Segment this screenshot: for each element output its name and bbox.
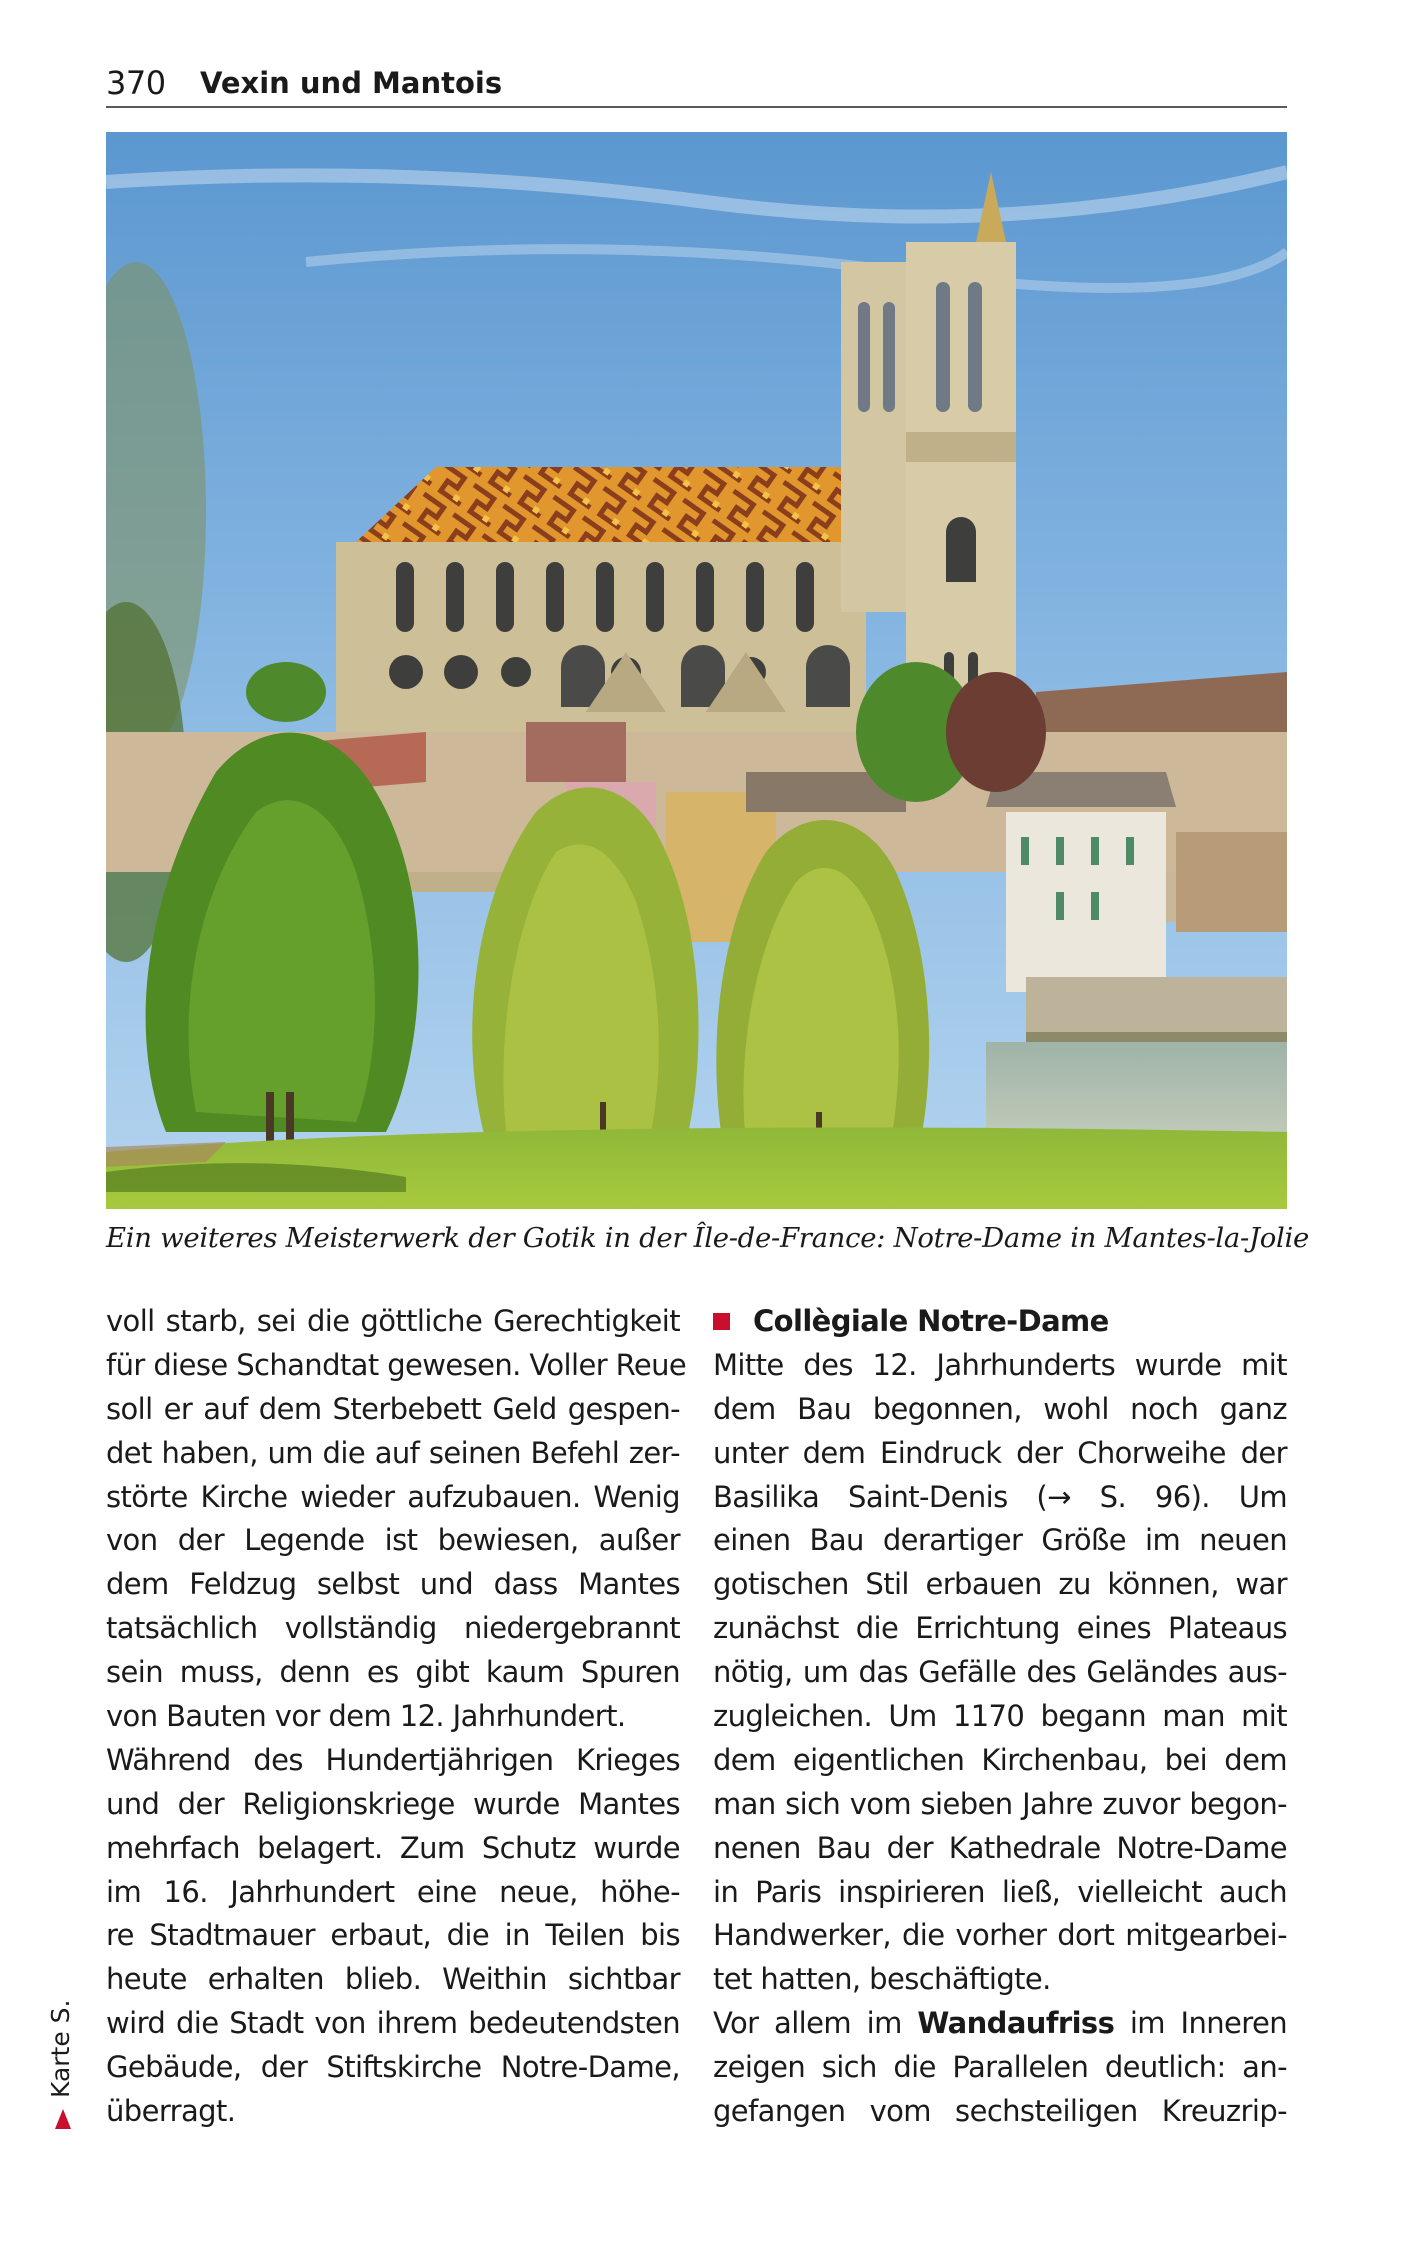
running-header xyxy=(106,62,1287,108)
text-line: von der Legende ist bewiesen, außer xyxy=(106,1523,680,1558)
text-line: sein muss, denn es gibt kaum Spuren xyxy=(106,1655,680,1690)
text-line: dem Feldzug selbst und dass Mantes xyxy=(106,1567,680,1602)
text-run: im Inneren xyxy=(1114,2006,1287,2041)
map-reference-label: Karte S. xyxy=(46,1999,75,2098)
text-line: gefangen vom sechsteiligen Kreuzrip- xyxy=(713,2094,1287,2129)
photo-caption: Ein weiteres Meisterwerk der Gotik in der Île-de-France: Notre-Dame in Mantes-la-Jolie xyxy=(106,1222,1309,1254)
text-line: zeigen sich die Parallelen deutlich: an- xyxy=(713,2050,1287,2085)
section-title: Collègiale Notre-Dame xyxy=(753,1304,1109,1338)
text-line: überragt. xyxy=(106,2094,236,2129)
text-line: zunächst die Errichtung eines Plateaus xyxy=(713,1611,1287,1646)
chapter-title: Vexin und Mantois xyxy=(200,66,503,100)
text-line: Während des Hundertjährigen Krieges xyxy=(106,1742,680,1777)
text-line: tatsächlich vollständig niedergebrannt xyxy=(106,1611,680,1646)
cathedral-photo xyxy=(106,132,1287,1209)
text-line: von Bauten vor dem 12. Jahrhundert. xyxy=(106,1699,626,1734)
right-text-column xyxy=(713,1300,1287,2134)
text-line: det haben, um die auf seinen Befehl zer- xyxy=(106,1435,680,1470)
text-line: störte Kirche wieder aufzubauen. Wenig xyxy=(106,1479,680,1514)
text-line: tet hatten, beschäftigte. xyxy=(713,1962,1051,1997)
text-line: gotischen Stil erbauen zu können, war xyxy=(713,1567,1287,1602)
text-line: in Paris inspirieren ließ, vielleicht auch xyxy=(713,1874,1287,1909)
text-line: voll starb, sei die göttliche Gerechtigkeit xyxy=(106,1304,680,1338)
text-line: Basilika Saint-Denis (→ S. 96). Um xyxy=(713,1479,1287,1514)
text-line: unter dem Eindruck der Chorweihe der xyxy=(713,1435,1287,1470)
text-run: Vor allem im xyxy=(713,2006,918,2041)
text-line: Gebäude, der Stiftskirche Notre-Dame, xyxy=(106,2050,680,2085)
text-line: zugleichen. Um 1170 begann man mit xyxy=(713,1699,1287,1734)
text-line: man sich vom sieben Jahre zuvor begon- xyxy=(713,1786,1287,1821)
text-line: und der Religionskriege wurde Mantes xyxy=(106,1786,680,1821)
left-text-column xyxy=(106,1300,687,2134)
section-heading xyxy=(713,1300,1287,1344)
triangle-up-icon xyxy=(55,2109,71,2129)
text-line: für diese Schandtat gewesen. Voller Reue xyxy=(106,1347,687,1382)
text-line: dem eigentlichen Kirchenbau, bei dem xyxy=(713,1742,1287,1777)
text-line: dem Bau begonnen, wohl noch ganz xyxy=(713,1391,1287,1426)
text-line-with-bold xyxy=(713,2002,1287,2046)
text-line: Handwerker, die vorher dort mitgearbei- xyxy=(713,1918,1287,1953)
text-line: re Stadtmauer erbaut, die in Teilen bis xyxy=(106,1918,680,1953)
text-line: Mitte des 12. Jahrhunderts wurde mit xyxy=(713,1347,1287,1382)
text-line: im 16. Jahrhundert eine neue, höhe- xyxy=(106,1874,680,1909)
text-line: einen Bau derartiger Größe im neuen xyxy=(713,1523,1287,1558)
map-reference-margin-note xyxy=(44,1990,84,2140)
red-square-bullet-icon xyxy=(713,1313,730,1330)
text-line: wird die Stadt von ihrem bedeutendsten xyxy=(106,2006,680,2041)
bold-term-wandaufriss: Wandaufriss xyxy=(917,2006,1115,2041)
text-line: mehrfach belagert. Zum Schutz wurde xyxy=(106,1830,680,1865)
text-line: heute erhalten blieb. Weithin sichtbar xyxy=(106,1962,680,1997)
text-line: nenen Bau der Kathedrale Notre-Dame xyxy=(713,1830,1287,1865)
cathedral-illustration xyxy=(106,132,1287,1209)
page-number: 370 xyxy=(106,64,166,102)
text-line: nötig, um das Gefälle des Geländes aus- xyxy=(713,1655,1287,1690)
text-line: soll er auf dem Sterbebett Geld gespen- xyxy=(106,1391,680,1426)
